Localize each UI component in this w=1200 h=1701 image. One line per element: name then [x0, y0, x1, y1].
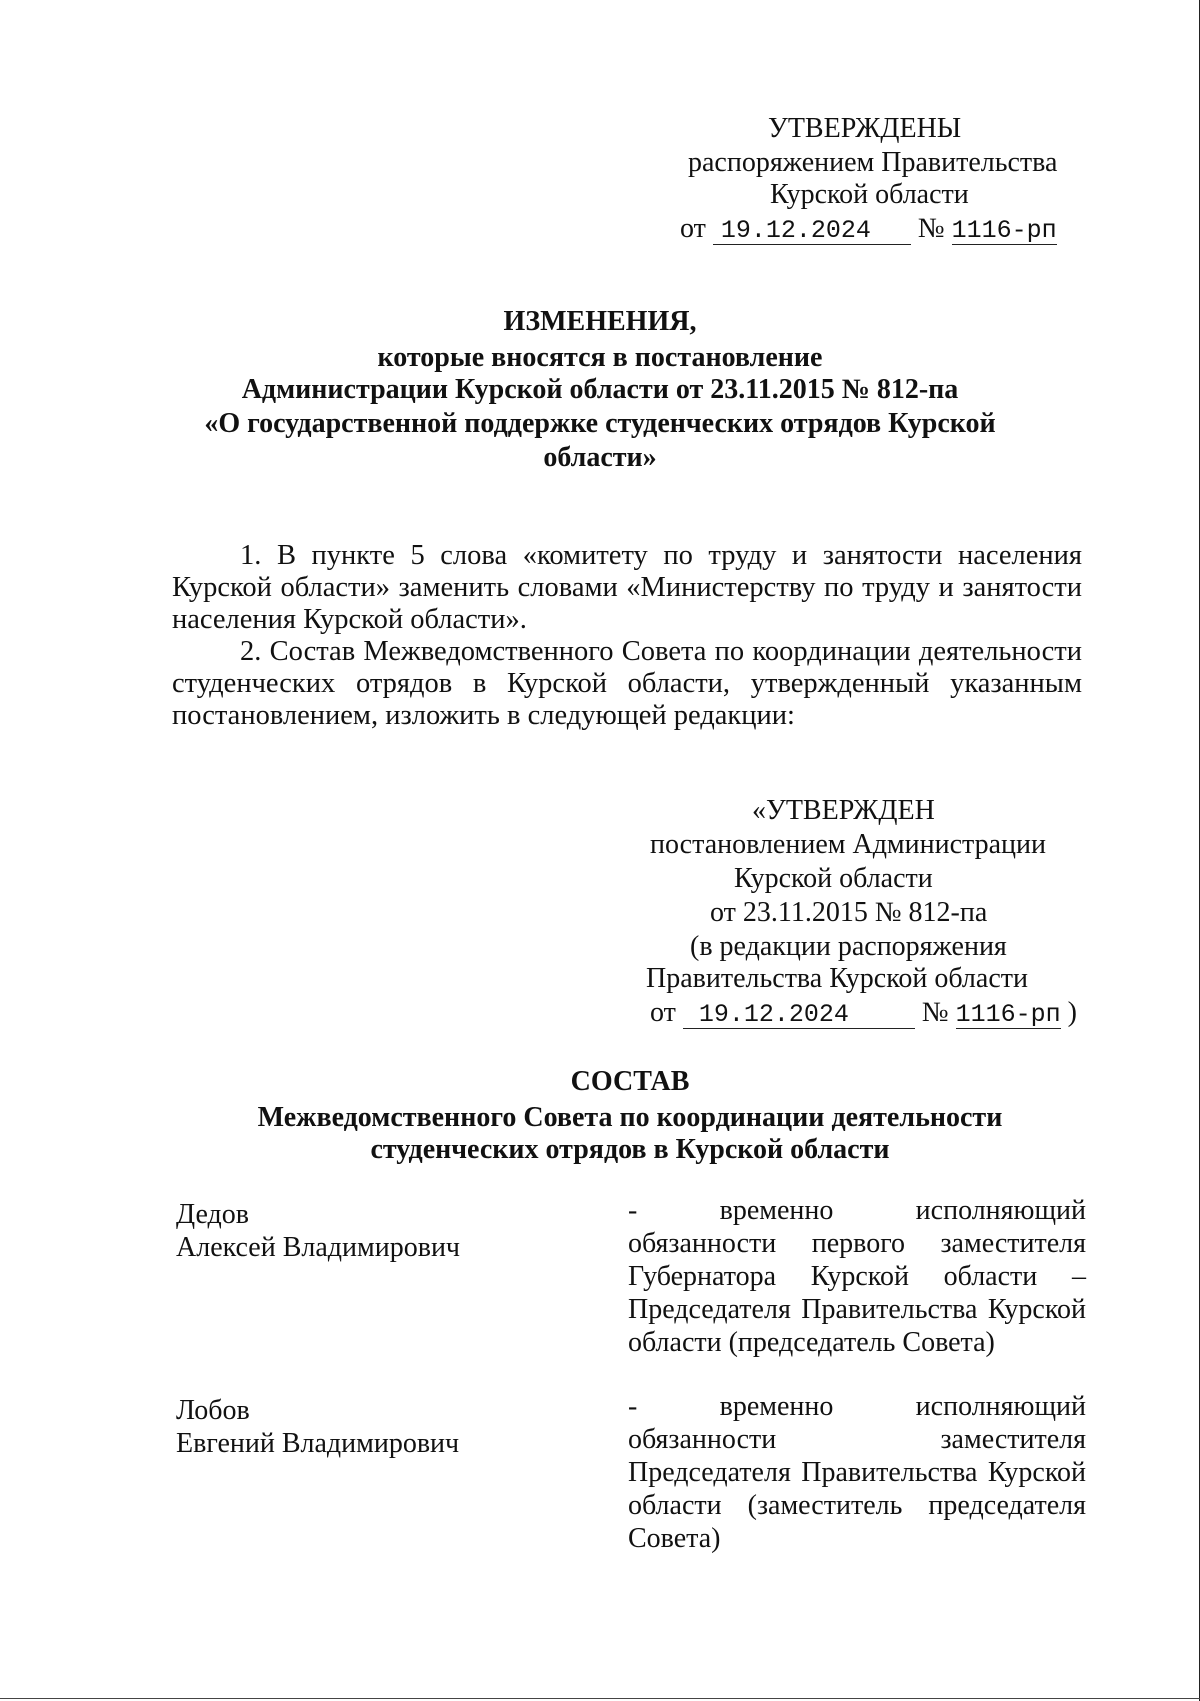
heading-line-3: Администрации Курской области от 23.11.2015 № 812-па: [241, 374, 959, 405]
member-surname: Дедов: [176, 1199, 249, 1230]
member-role-line-4: Председателя Правительства Курской: [628, 1294, 1086, 1325]
approval2-number: 1116-рп: [955, 1000, 1061, 1029]
approval-word: УТВЕРЖДЕНЫ: [768, 113, 962, 144]
approval2-close: ): [1067, 997, 1077, 1028]
member-role-line-2: обязанности первого заместителя: [628, 1228, 1086, 1259]
member-role-line-5: области (председатель Совета): [628, 1327, 995, 1358]
approval2-from: от: [650, 997, 676, 1028]
paragraph-2-line-2: студенческих отрядов в Курской области, утвержденный указанным: [172, 668, 1082, 699]
heading-line-2: которые вносятся в постановление: [377, 342, 823, 373]
composition-line-2: Межведомственного Совета по координации деятельности: [257, 1102, 1003, 1133]
heading-line-5: области»: [543, 442, 657, 473]
approval2-word: «УТВЕРЖДЕН: [752, 795, 935, 826]
composition-title: СОСТАВ: [570, 1066, 690, 1097]
approval2-original-date: от 23.11.2015 № 812-па: [710, 897, 988, 928]
page-edge-bottom: [0, 1698, 1200, 1699]
approval-from: от: [680, 213, 706, 244]
paragraph-1-line-3: населения Курской области».: [172, 604, 527, 635]
approval2-by: постановлением Администрации: [650, 829, 1046, 860]
member-role-line-3: Председателя Правительства Курской: [628, 1457, 1086, 1488]
heading-line-4: «О государственной поддержке студенческих отрядов Курской: [204, 408, 996, 439]
member-role-line-1: - временно исполняющий: [628, 1391, 1086, 1422]
approval2-edition: (в редакции распоряжения: [690, 931, 1007, 962]
paragraph-2-line-3: постановлением, изложить в следующей редакции:: [172, 700, 795, 731]
heading-title: ИЗМЕНЕНИЯ,: [503, 306, 697, 337]
member-role-line-5: Совета): [628, 1523, 721, 1554]
approval-by: распоряжением Правительства: [688, 147, 1058, 178]
member-role-line-2: обязанности заместителя: [628, 1424, 1086, 1455]
approval-region: Курской области: [770, 179, 969, 210]
composition-line-3: студенческих отрядов в Курской области: [370, 1134, 890, 1165]
approval2-date-line: [650, 996, 1077, 1030]
member-name: Алексей Владимирович: [176, 1232, 461, 1263]
member-role-line-1: - временно исполняющий: [628, 1195, 1086, 1226]
paragraph-2-line-1: 2. Состав Межведомственного Совета по координации деятельности: [240, 636, 1082, 667]
member-name: Евгений Владимирович: [176, 1428, 460, 1459]
approval-date-line: [680, 212, 1057, 246]
paragraph-1-line-1: 1. В пункте 5 слова «комитету по труду и занятости населения: [240, 540, 1082, 571]
approval-date: 19.12.2024: [713, 218, 911, 245]
approval2-num-sign: №: [921, 997, 949, 1028]
approval-number: 1116-рп: [951, 216, 1057, 245]
paragraph-1-line-2: Курской области» заменить словами «Министерству по труду и занятости: [172, 572, 1082, 603]
member-role-line-4: области (заместитель председателя: [628, 1490, 1086, 1521]
member-role-line-3: Губернатора Курской области –: [628, 1261, 1086, 1292]
approval2-region: Курской области: [734, 863, 933, 894]
member-surname: Лобов: [176, 1395, 250, 1426]
approval2-gov: Правительства Курской области: [646, 963, 1028, 994]
approval-num-sign: №: [917, 213, 945, 244]
approval2-date: 19.12.2024: [683, 1002, 915, 1029]
